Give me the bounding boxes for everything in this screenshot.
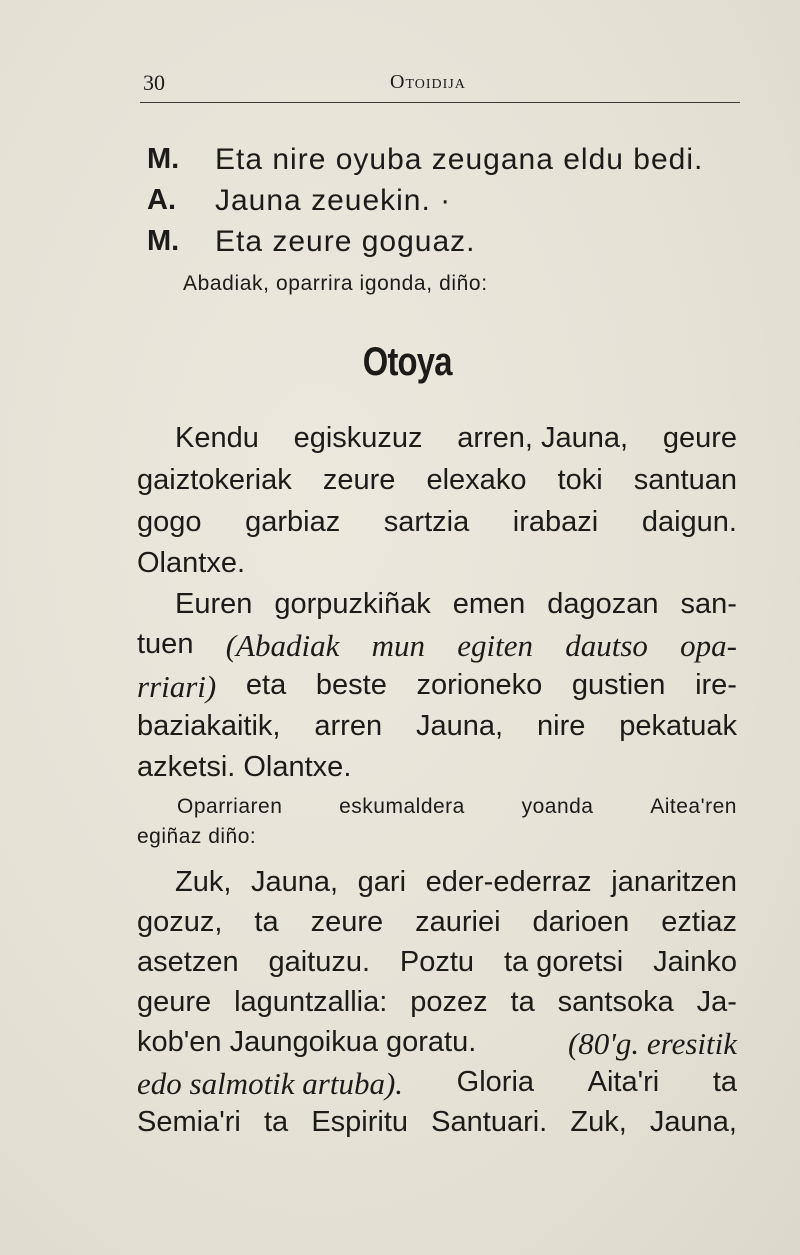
text-line: edo salmotik artuba). Gloria Aita'ri ta <box>137 1066 737 1101</box>
text-line: kob'en Jaungoikua goratu. (80'g. eresitik <box>137 1026 737 1061</box>
text-line: baziakaitik, arren Jauna, nire pekatuak <box>137 710 737 742</box>
text-line: gogo garbiaz sartzia irabazi daigun. <box>137 506 737 538</box>
rubric-text: Oparriaren eskumaldera yoanda Aitea'ren <box>177 795 737 818</box>
versicle-line <box>0 225 800 267</box>
text-line: geure laguntzallia: pozez ta santsoka Ja- <box>137 986 737 1018</box>
text-line: asetzen gaituzu. Poztu ta goretsi Jainko <box>137 946 737 978</box>
versicle-mark: M. <box>147 143 180 175</box>
text-line: Kendu egiskuzuz arren, Jauna, geure <box>175 422 737 454</box>
versicle-text: Eta zeure goguaz. <box>215 225 476 258</box>
text-line: Zuk, Jauna, gari eder-ederraz janaritzen <box>175 866 737 898</box>
rubric-text: egiñaz diño: <box>137 825 257 848</box>
text-line: tuen (Abadiak mun egiten dautso opa- <box>137 628 737 663</box>
versicle-line <box>0 184 800 226</box>
text-line: gaiztokeriak zeure elexako toki santuan <box>137 464 737 496</box>
text-line: gozuz, ta zeure zauriei darioen eztiaz <box>137 906 737 938</box>
prayer-heading: Otoya <box>362 340 452 384</box>
versicle-mark: A. <box>147 184 176 216</box>
text-line: rriari) eta beste zorioneko gustien ire- <box>137 669 737 704</box>
running-title: Otoidija <box>390 71 466 93</box>
page-header <box>140 68 740 103</box>
versicle-text: Eta nire oyuba zeugana eldu bedi. <box>215 143 704 176</box>
versicle-mark: M. <box>147 225 180 257</box>
versicle-text: Jauna zeuekin. · <box>215 184 452 217</box>
text-line: Semia'ri ta Espiritu Santuari. Zuk, Jauna, <box>137 1106 737 1138</box>
rubric-text: Abadiak, oparrira igonda, diño: <box>183 272 488 295</box>
versicle-line <box>0 143 800 185</box>
text-line: Olantxe. <box>137 547 245 579</box>
page-number: 30 <box>143 70 165 95</box>
text-line: Euren gorpuzkiñak emen dagozan san- <box>175 588 737 620</box>
text-line: azketsi. Olantxe. <box>137 751 352 783</box>
